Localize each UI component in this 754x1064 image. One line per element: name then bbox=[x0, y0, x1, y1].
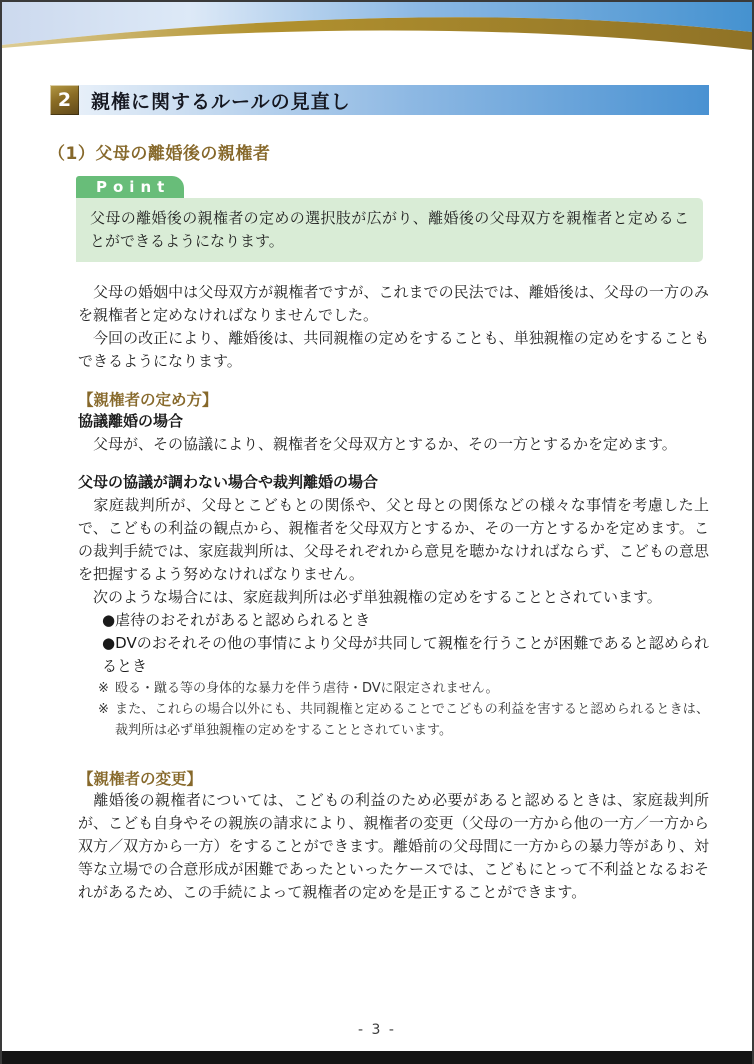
subsection-title: （1）父母の離婚後の親権者 bbox=[48, 144, 271, 164]
sole-custody-bullet-1 bbox=[78, 609, 709, 632]
intro-paragraph-2: 今回の改正により、離婚後は、共同親権の定めをすることも、単独親権の定めをすることもできるようになります。 bbox=[78, 329, 709, 370]
rules-heading: 【親権者の定め方】 bbox=[78, 391, 218, 409]
decorative-header-wave bbox=[2, 2, 752, 57]
sole-custody-bullet-1-text: 虐待のおそれがあると認められるとき bbox=[115, 611, 371, 629]
sole-custody-bullet-2 bbox=[78, 632, 709, 678]
consensual-divorce-body: 父母が、その協議により、親権者を父母双方とするか、その一方とするかを定めます。 bbox=[78, 435, 677, 453]
point-label: Point bbox=[76, 176, 184, 198]
reference-mark-icon: ※ bbox=[98, 681, 109, 696]
contested-divorce-body-1: 家庭裁判所が、父母とこどもとの関係や、父と母との関係などの様々な事情を考慮した上で、こどもの利益の観点から、親権者を父母双方とするか、その一方とするかを定めます。この裁判手続では、家庭裁判所は、父母それぞれから意見を聴かなければならず、こどもの意思を把握するよう努めなければなりません。 bbox=[78, 496, 709, 583]
section-title: 親権に関するルールの見直し bbox=[91, 90, 351, 113]
note-1 bbox=[78, 678, 709, 699]
change-heading: 【親権者の変更】 bbox=[78, 770, 203, 788]
note-2 bbox=[78, 699, 709, 741]
point-text: 父母の離婚後の親権者の定めの選択肢が広がり、離婚後の父母双方を親権者と定めることができるようになります。 bbox=[76, 198, 703, 262]
bullet-dot-icon: ● bbox=[102, 611, 116, 629]
reference-mark-icon: ※ bbox=[98, 702, 109, 717]
point-callout bbox=[76, 176, 703, 262]
document-body bbox=[78, 281, 709, 904]
consensual-divorce-title: 協議離婚の場合 bbox=[78, 412, 184, 430]
sole-custody-bullet-2-text: DVのおそれその他の事情により父母が共同して親権を行うことが困難であると認められるとき bbox=[102, 634, 709, 675]
note-2-text: また、これらの場合以外にも、共同親権と定めることでこどもの利益を害すると認められるときは、裁判所は必ず単独親権の定めをすることとされています。 bbox=[115, 702, 709, 738]
section-header bbox=[50, 85, 709, 115]
contested-divorce-title: 父母の協議が調わない場合や裁判離婚の場合 bbox=[78, 473, 379, 491]
change-body: 離婚後の親権者については、こどもの利益のため必要があると認めるときは、家庭裁判所が、こども自身やその親族の請求により、親権者の変更（父母の一方から他の一方／一方から双方／双方から一方）をすることができます。離婚前の父母間に一方からの暴力等があり、対等な立場での合意形成が困難であったといったケースでは、こどもにとって不利益となるおそれがあるため、この手続によって親権者の定めを是正することができます。 bbox=[78, 791, 709, 901]
page-number: - 3 - bbox=[358, 1022, 396, 1038]
section-number-badge: 2 bbox=[50, 85, 79, 115]
intro-paragraph-1: 父母の婚姻中は父母双方が親権者ですが、これまでの民法では、離婚後は、父母の一方のみを親権者と定めなければなりませんでした。 bbox=[78, 283, 709, 324]
page-bottom-edge bbox=[2, 1051, 752, 1064]
bullet-dot-icon: ● bbox=[102, 634, 116, 652]
contested-divorce-body-2: 次のような場合には、家庭裁判所は必ず単独親権の定めをすることとされています。 bbox=[78, 588, 662, 606]
note-1-text: 殴る・蹴る等の身体的な暴力を伴う虐待・DVに限定されません。 bbox=[115, 681, 499, 696]
